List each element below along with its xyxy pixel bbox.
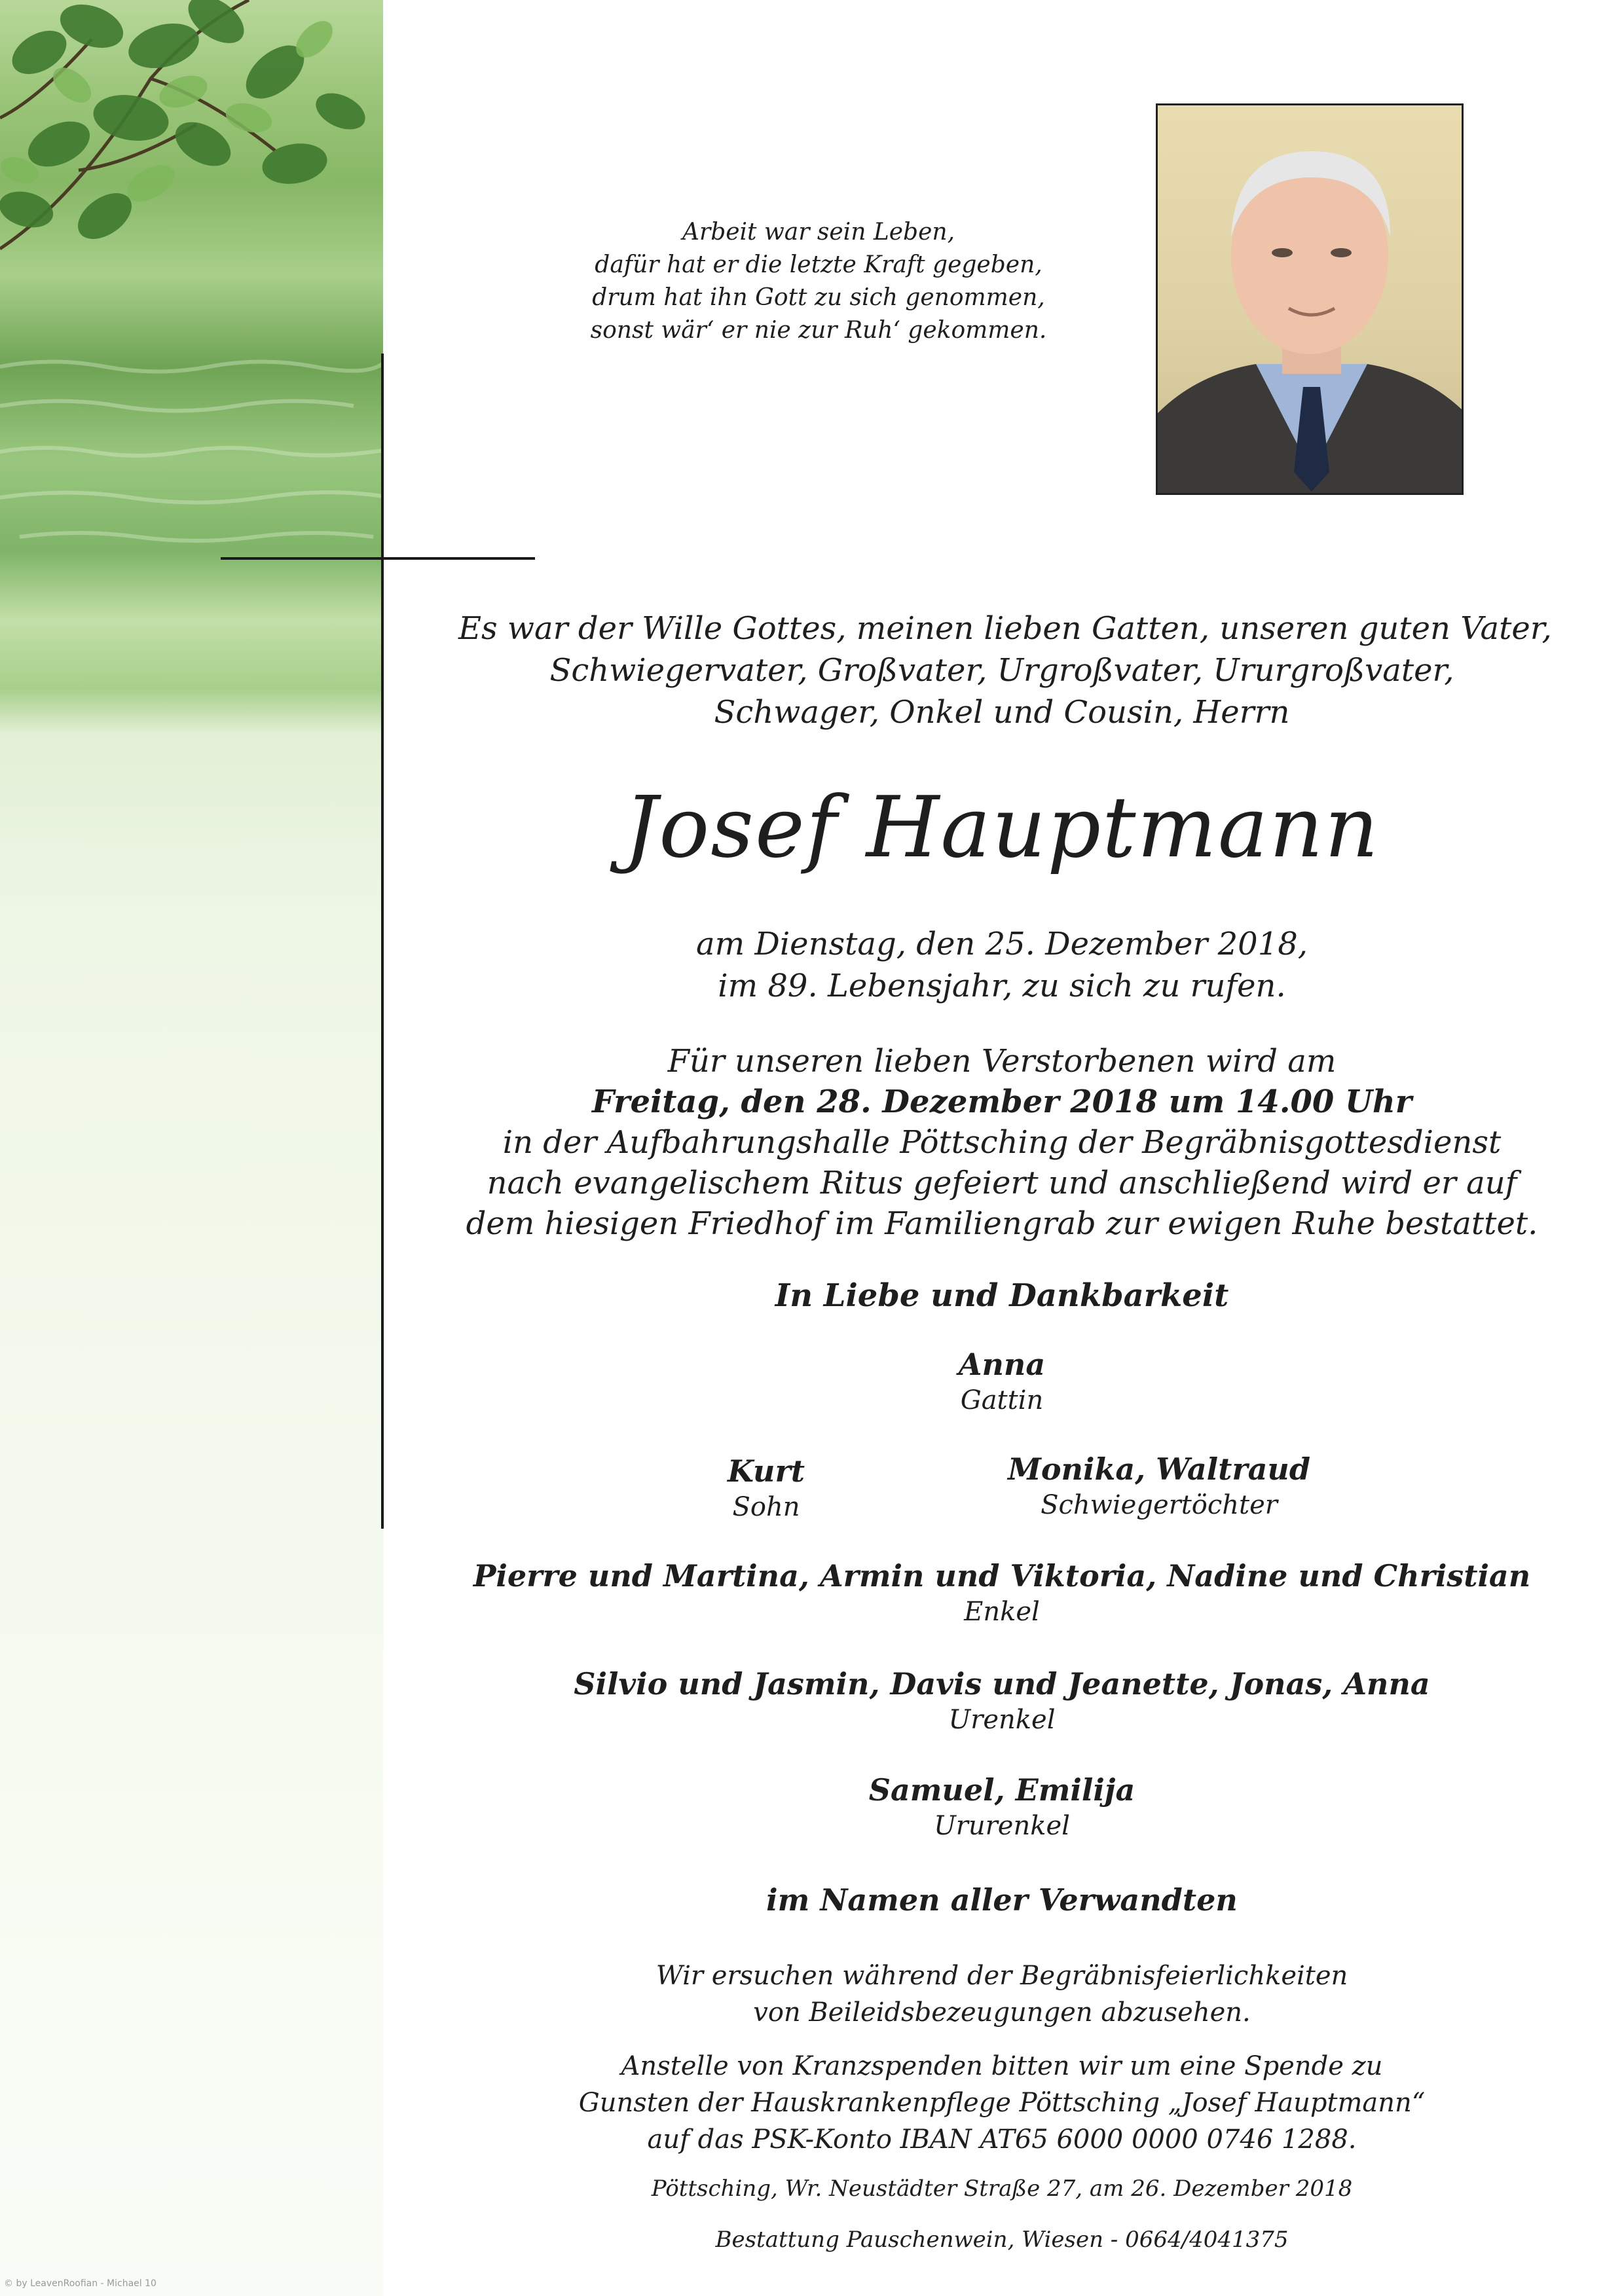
mourner-name: Monika, Waltraud bbox=[1007, 1451, 1311, 1487]
service-line: nach evangelischem Ritus gefeiert und anschließend wird er auf bbox=[487, 1165, 1517, 1201]
intro-line: Schwager, Onkel und Cousin, Herrn bbox=[714, 694, 1290, 731]
service-line: dem hiesigen Friedhof im Familiengrab zur ewigen Ruhe bestattet. bbox=[466, 1205, 1538, 1242]
poem bbox=[537, 216, 1100, 347]
donation-notice bbox=[458, 2048, 1545, 2158]
leaves-illustration bbox=[0, 0, 383, 563]
notice-line: von Beileidsbezeugungen abzusehen. bbox=[753, 1997, 1251, 2028]
notice-line: Gunsten der Hauskrankenpflege Pöttsching „Josef Hauptmann“ bbox=[578, 2088, 1426, 2118]
image-credit: © by LeavenRoofian - Michael 10 bbox=[4, 2278, 157, 2289]
cross-horizontal-bar bbox=[221, 557, 535, 560]
mourner-name: Kurt bbox=[728, 1453, 805, 1489]
poem-line: Arbeit war sein Leben, bbox=[682, 219, 955, 246]
mourner-relation: Gattin bbox=[960, 1385, 1044, 1415]
death-details bbox=[458, 923, 1545, 1007]
poem-line: drum hat ihn Gott zu sich genommen, bbox=[592, 284, 1045, 311]
deceased-name: Josef Hauptmann bbox=[623, 779, 1380, 877]
condolence-notice bbox=[458, 1958, 1545, 2031]
nature-image bbox=[0, 0, 383, 2296]
intro-line: Schwiegervater, Großvater, Urgroßvater, Ururgroßvater, bbox=[549, 652, 1454, 689]
place-and-date: Pöttsching, Wr. Neustädter Straße 27, am 26. Dezember 2018 bbox=[651, 2176, 1353, 2202]
mourners-heading: In Liebe und Dankbarkeit bbox=[775, 1277, 1229, 1314]
announcement-intro bbox=[458, 608, 1552, 733]
service-line: Für unseren lieben Verstorbenen wird am bbox=[667, 1043, 1337, 1080]
mourner-name: Samuel, Emilija bbox=[868, 1772, 1135, 1808]
mourner-relation: Schwiegertöchter bbox=[1041, 1490, 1278, 1520]
mourner-name: Anna bbox=[958, 1347, 1046, 1382]
mourner-son bbox=[635, 1452, 897, 1524]
undertaker: Bestattung Pauschenwein, Wiesen - 0664/4041375 bbox=[715, 2227, 1289, 2253]
mourner-relation: Urenkel bbox=[948, 1705, 1056, 1735]
death-line: im 89. Lebensjahr, zu sich zu rufen. bbox=[718, 968, 1286, 1004]
mourner-relation: Sohn bbox=[732, 1492, 800, 1522]
mourner-wife bbox=[851, 1345, 1153, 1417]
portrait-illustration bbox=[1158, 105, 1464, 495]
service-date: Freitag, den 28. Dezember 2018 um 14.00 Uhr bbox=[591, 1084, 1412, 1120]
mourner-grandchildren bbox=[458, 1557, 1545, 1629]
death-line: am Dienstag, den 25. Dezember 2018, bbox=[695, 926, 1308, 962]
portrait-photo bbox=[1156, 103, 1464, 495]
mourner-daughters-in-law bbox=[936, 1450, 1382, 1522]
mourner-name: Silvio und Jasmin, Davis und Jeanette, Jonas, Anna bbox=[574, 1666, 1430, 1702]
mourner-great-great-grandchildren bbox=[458, 1771, 1545, 1843]
mourner-relation: Enkel bbox=[964, 1597, 1040, 1627]
mourner-name: Pierre und Martina, Armin und Viktoria, Nadine und Christian bbox=[473, 1558, 1531, 1594]
cross-vertical-bar bbox=[381, 354, 384, 1529]
funeral-service bbox=[458, 1041, 1545, 1244]
poem-line: sonst wär‘ er nie zur Ruh‘ gekommen. bbox=[590, 317, 1047, 344]
mourner-great-grandchildren bbox=[458, 1665, 1545, 1737]
mourners-closing: im Namen aller Verwandten bbox=[766, 1882, 1238, 1918]
notice-line: Anstelle von Kranzspenden bitten wir um eine Spende zu bbox=[621, 2051, 1383, 2081]
notice-line: Wir ersuchen während der Begräbnisfeierlichkeiten bbox=[655, 1961, 1348, 1991]
notice-line: auf das PSK-Konto IBAN AT65 6000 0000 0746 1288. bbox=[647, 2124, 1357, 2155]
intro-line: Es war der Wille Gottes, meinen lieben Gatten, unseren guten Vater, bbox=[458, 610, 1552, 647]
service-line: in der Aufbahrungshalle Pöttsching der Begräbnisgottesdienst bbox=[502, 1124, 1502, 1161]
poem-line: dafür hat er die letzte Kraft gegeben, bbox=[595, 251, 1043, 278]
mourner-relation: Ururenkel bbox=[934, 1811, 1070, 1841]
